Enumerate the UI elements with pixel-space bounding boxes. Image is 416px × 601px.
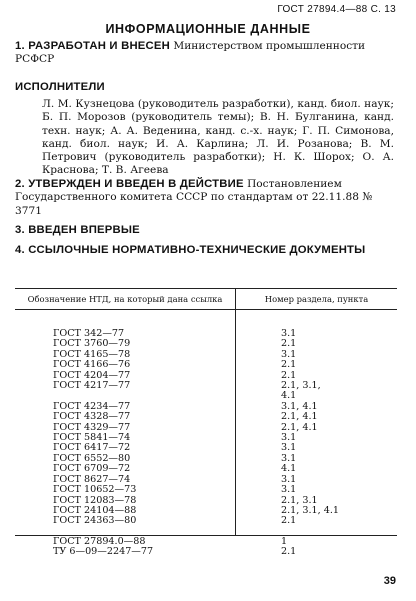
section-2-heading: УТВЕРЖДЕН И ВВЕДЕН В ДЕЙСТВИЕ xyxy=(28,178,244,190)
row-section: 2.1 xyxy=(281,515,297,527)
row-doc: ГОСТ 4234—77 xyxy=(53,400,131,412)
row-doc: ГОСТ 8627—74 xyxy=(53,473,131,485)
row-doc: ГОСТ 4217—77 xyxy=(53,380,131,392)
table-body xyxy=(15,328,397,558)
table-header-section: Номер раздела, пункта xyxy=(264,294,369,304)
row-doc: ГОСТ 5841—74 xyxy=(53,432,131,444)
row-section: 2.1 xyxy=(281,546,297,558)
row-doc: ГОСТ 6709—72 xyxy=(53,463,131,475)
row-doc: ГОСТ 4166—76 xyxy=(53,359,131,371)
references-table xyxy=(15,288,397,558)
row-doc: ГОСТ 342—77 xyxy=(53,328,125,339)
row-section: 4.1 xyxy=(281,390,297,402)
row-section: 3.1, 4.1 xyxy=(281,400,318,412)
table-row xyxy=(15,516,397,526)
table-row xyxy=(15,547,397,557)
section-2-number: 2. xyxy=(15,178,25,190)
row-doc: ГОСТ 4204—77 xyxy=(53,369,131,381)
section-4-heading: ССЫЛОЧНЫЕ НОРМАТИВНО-ТЕХНИЧЕСКИЕ ДОКУМЕНТЫ xyxy=(28,244,366,256)
page-number: 39 xyxy=(383,575,396,587)
row-section: 2.1, 3.1, xyxy=(281,380,321,392)
section-1-heading: РАЗРАБОТАН И ВНЕСЕН xyxy=(28,40,170,52)
executors-heading: ИСПОЛНИТЕЛИ xyxy=(15,81,105,93)
running-header: ГОСТ 27894.4—88 С. 13 xyxy=(277,4,396,15)
section-1 xyxy=(15,40,395,67)
table-row xyxy=(15,381,397,391)
row-doc: ГОСТ 12083—78 xyxy=(53,494,137,506)
row-section: 2.1, 3.1, 4.1 xyxy=(281,504,339,516)
row-section: 3.1 xyxy=(281,452,297,464)
section-1-number: 1. xyxy=(15,40,25,52)
row-section: 2.1 xyxy=(281,338,297,350)
row-section: 1 xyxy=(281,535,288,547)
row-section: 3.1 xyxy=(281,328,297,339)
row-doc: ГОСТ 6552—80 xyxy=(53,452,131,464)
row-section: 2.1, 3.1 xyxy=(281,494,318,506)
section-2-text: Постановлением Государственного комитета СССР по стандартам от 22.11.88 № 3771 xyxy=(15,178,373,217)
row-doc: ГОСТ 4329—77 xyxy=(53,421,131,433)
section-4 xyxy=(15,244,395,257)
row-section: 2.1, 4.1 xyxy=(281,421,318,433)
section-3-heading: ВВЕДЕН ВПЕРВЫЕ xyxy=(28,224,140,236)
section-2 xyxy=(15,178,395,218)
row-section: 3.1 xyxy=(281,442,297,454)
page-title: ИНФОРМАЦИОННЫЕ ДАННЫЕ xyxy=(105,22,311,36)
row-doc: ГОСТ 4165—78 xyxy=(53,348,131,360)
row-section: 4.1 xyxy=(281,463,297,475)
row-doc: ГОСТ 4328—77 xyxy=(53,411,131,423)
table-header xyxy=(15,289,397,310)
section-3-number: 3. xyxy=(15,224,25,236)
table-header-doc: Обозначение НТД, на который дана ссылка xyxy=(15,289,236,309)
row-doc: ГОСТ 24363—80 xyxy=(53,515,137,527)
row-doc: ГОСТ 6417—72 xyxy=(53,442,131,454)
row-section: 3.1 xyxy=(281,432,297,444)
row-section: 2.1 xyxy=(281,369,297,381)
row-section: 3.1 xyxy=(281,473,297,485)
row-doc: ГОСТ 10652—73 xyxy=(53,484,137,496)
row-section: 2.1 xyxy=(281,359,297,371)
executors-text: Л. М. Кузнецова (руководитель разработки), канд. биол. наук; Б. П. Морозов (руководитель темы); В. Н. Булганина, канд. техн. наук; А. А. Веденина, канд. с.-х. наук; Г. П. Симонова, канд. биол. наук; И. А. Карлина; Л. И. Розанова; В. М. Петрович (руководитель разработки); Н. К. Шорох; О. А. Краснова; Т. В. Агеева xyxy=(42,98,394,177)
row-doc: ГОСТ 24104—88 xyxy=(53,504,137,516)
section-3 xyxy=(15,224,395,237)
row-section: 3.1 xyxy=(281,484,297,496)
row-section: 3.1 xyxy=(281,348,297,360)
section-1-text: Министерством промышленности РСФСР xyxy=(15,40,366,66)
row-doc: ТУ 6—09—2247—77 xyxy=(53,546,154,558)
row-section: 2.1, 4.1 xyxy=(281,411,318,423)
row-doc: ГОСТ 3760—79 xyxy=(53,338,131,350)
row-doc: ГОСТ 27894.0—88 xyxy=(53,535,146,547)
table-row xyxy=(15,485,397,495)
section-4-number: 4. xyxy=(15,244,25,256)
